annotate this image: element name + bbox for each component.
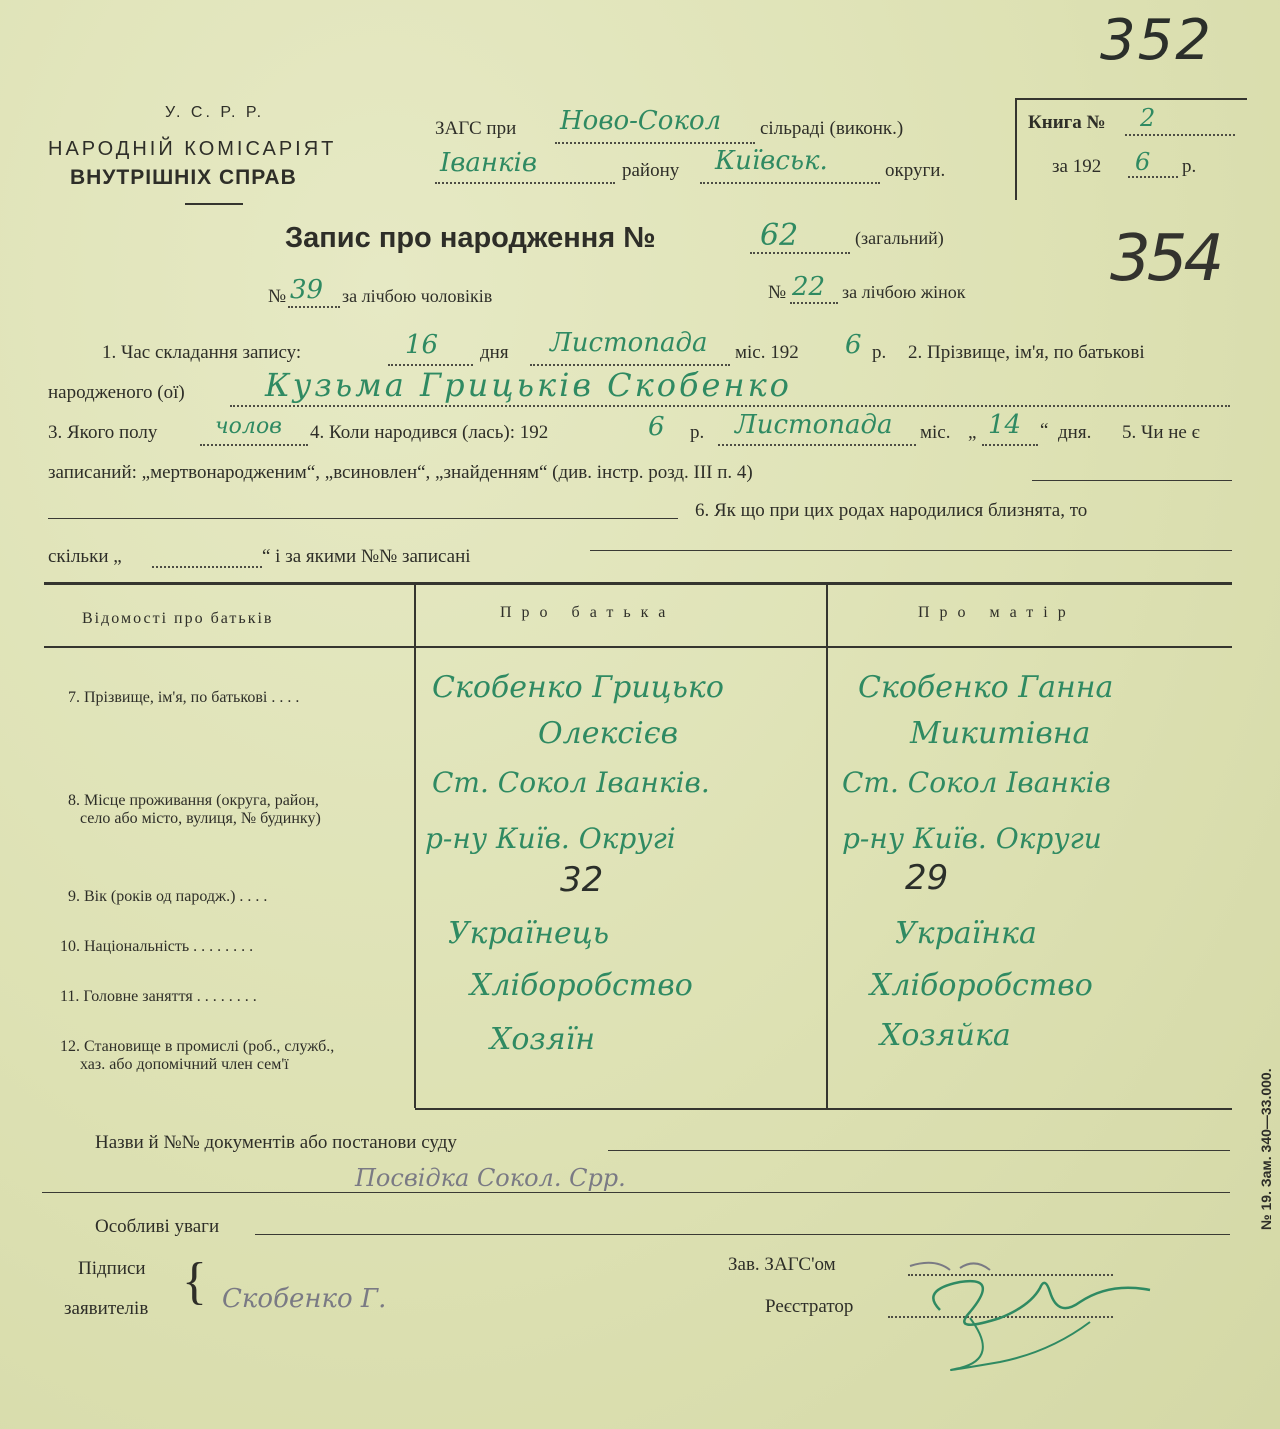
record-title: Запис про народження № <box>285 222 656 254</box>
documents-label: Назви й №№ документів або постанови суду <box>95 1132 457 1153</box>
okrug-line <box>700 182 880 184</box>
district-value: Іванків <box>440 148 538 178</box>
field1-label: 1. Час складання запису: <box>102 342 302 363</box>
registrar-label: Реєстратор <box>765 1296 854 1317</box>
field1-year-suffix: р. <box>872 342 887 363</box>
record-title-suffix: (загальний) <box>855 228 944 248</box>
female-count-value: 22 <box>792 272 826 302</box>
field1-year-digit: 6 <box>845 330 862 360</box>
field2-value-line <box>230 405 1230 407</box>
female-count-prefix: № <box>768 282 787 303</box>
book-year-suffix: р. <box>1182 156 1197 177</box>
signatures-label1: Підписи <box>78 1258 146 1279</box>
zags-suffix: сільраді (виконк.) <box>760 118 904 139</box>
head-label: Зав. ЗАГС'ом <box>728 1254 836 1275</box>
field4-month-word: міс. <box>920 422 951 443</box>
field3-label: 3. Якого полу <box>48 422 158 443</box>
field2-value: Кузьма Грицьків Скобенко <box>265 366 792 404</box>
row8-label2: село або місто, вулиця, № будинку) <box>80 810 321 827</box>
field6-label: 6. Як що при цих родах народилися близнята, то <box>695 500 1088 521</box>
row7-label: 7. Прізвище, ім'я, по батькові . . . . <box>68 689 300 706</box>
row10-mother-value: Українка <box>895 916 1037 951</box>
male-count-prefix: № <box>268 286 287 307</box>
applicant-signature: Скобенко Г. <box>222 1284 387 1314</box>
male-count-value: 39 <box>290 275 324 305</box>
documents-line <box>608 1150 1230 1151</box>
field1-day-value: 16 <box>405 330 439 360</box>
field1-month-value: Листопада <box>550 328 708 358</box>
field4-month-value: Листопада <box>735 410 893 440</box>
row7-father-value2: Олексієв <box>538 716 679 751</box>
field6-label-tail: “ і за якими №№ записані <box>262 546 471 567</box>
row12-father-value: Хозяїн <box>490 1022 595 1057</box>
row7-mother-value2: Микитівна <box>910 716 1091 751</box>
row12-label2: хаз. або допомічний член сем'ї <box>80 1056 289 1073</box>
okrug-label: округи. <box>885 160 946 181</box>
field3-value: чолов <box>215 414 282 439</box>
zags-prefix: ЗАГС при <box>435 118 517 139</box>
form-code: № 19. Зам. 340—33.000. <box>1258 1068 1274 1230</box>
row7-mother-value: Скобенко Ганна <box>858 670 1114 705</box>
republic-abbr: У. С. Р. Р. <box>165 104 265 121</box>
row12-mother-value: Хозяйка <box>880 1018 1011 1053</box>
row8-father-value: Ст. Сокол Іванків. <box>432 766 710 799</box>
notes-line <box>255 1234 1230 1235</box>
registrar-signature <box>900 1248 1160 1378</box>
field5-line2 <box>48 518 678 519</box>
field6-count-line <box>152 566 262 568</box>
female-count-label: за лічбою жінок <box>842 282 966 302</box>
field6-records-line <box>590 550 1232 551</box>
field4-label: 4. Коли народився (лась): 192 <box>310 422 549 443</box>
male-count-line <box>288 306 340 308</box>
documents-line2 <box>42 1192 1230 1193</box>
field5-label-cont: записаний: „мертвонародженим“, „всиновлен“, „знайденням“ (див. інстр. розд. III п. 4) <box>48 462 753 483</box>
zags-village-value: Ново-Сокол <box>560 106 722 136</box>
field2-label-cont: народженого (ої) <box>48 382 185 403</box>
archive-pencil-number: 354 <box>1110 222 1221 296</box>
row11-mother-value: Хліборобство <box>870 968 1093 1003</box>
book-year-line <box>1128 176 1178 178</box>
field4-month-line <box>718 444 916 446</box>
book-number-value: 2 <box>1140 104 1156 132</box>
row11-label: 11. Головне заняття . . . . . . . . <box>60 988 257 1005</box>
field1-day-word: дня <box>480 342 509 363</box>
table-col1-divider <box>414 584 416 1108</box>
table-bottom-rule <box>415 1108 1232 1110</box>
row8-father-value2: р-ну Київ. Округі <box>425 822 676 855</box>
field1-month-word: міс. 192 <box>735 342 799 363</box>
male-count-label: за лічбою чоловіків <box>342 286 493 306</box>
row8-mother-value: Ст. Сокол Іванків <box>842 766 1111 799</box>
table-top-rule <box>44 582 1232 585</box>
district-line <box>435 182 615 184</box>
field2-label: 2. Прізвище, ім'я, по батькові <box>908 342 1145 363</box>
row7-father-value: Скобенко Грицько <box>432 670 724 705</box>
notes-label: Особливі уваги <box>95 1216 220 1237</box>
book-label: Книга № <box>1028 112 1106 133</box>
row11-father-value: Хліборобство <box>470 968 693 1003</box>
district-label: району <box>622 160 680 181</box>
field4-day-close: “ <box>1040 420 1049 441</box>
row12-label: 12. Становище в промислі (роб., служб., <box>60 1038 335 1055</box>
row8-label: 8. Місце проживання (округа, район, <box>68 792 319 809</box>
book-year-digit: 6 <box>1135 148 1151 176</box>
field4-year-suffix: р. <box>690 422 705 443</box>
header-rule <box>185 203 243 205</box>
table-header-father: Про батька <box>500 604 676 621</box>
field6-label-cont: скільки „ <box>48 546 122 567</box>
commissariat-line1: НАРОДНІЙ КОМІСАРІЯТ <box>48 138 337 160</box>
row10-father-value: Українець <box>448 916 610 951</box>
field4-day-word: дня. <box>1058 422 1092 443</box>
row8-mother-value2: р-ну Київ. Округи <box>842 822 1102 855</box>
row9-father-value: 32 <box>560 860 604 900</box>
field4-day-line <box>982 444 1038 446</box>
book-year-prefix: за 192 <box>1052 156 1102 177</box>
record-number-value: 62 <box>760 218 799 253</box>
field4-day-value: 14 <box>988 410 1022 440</box>
row9-label: 9. Вік (років од пародж.) . . . . <box>68 888 268 905</box>
female-count-line <box>790 302 838 304</box>
table-col2-divider <box>826 584 828 1108</box>
field5-line <box>1032 480 1232 481</box>
field4-year-digit: 6 <box>648 412 665 442</box>
field3-line <box>200 444 308 446</box>
table-header-parents: Відомості про батьків <box>82 610 274 627</box>
archive-number-top: 352 <box>1100 8 1213 73</box>
book-number-line <box>1125 134 1235 136</box>
zags-village-line <box>555 142 755 144</box>
okrug-value: Київськ. <box>715 146 828 176</box>
table-header-mother: Про матір <box>918 604 1076 621</box>
row9-mother-value: 29 <box>905 858 949 898</box>
row10-label: 10. Національність . . . . . . . . <box>60 938 254 955</box>
commissariat-line2: ВНУТРІШНІХ СПРАВ <box>70 166 297 189</box>
signatures-label2: заявителів <box>64 1298 149 1319</box>
field5-label: 5. Чи не є <box>1122 422 1200 443</box>
field4-day-open: „ <box>968 422 977 443</box>
signatures-brace: { <box>182 1253 207 1310</box>
documents-value: Посвідка Сокол. Срр. <box>355 1164 626 1192</box>
table-header-rule <box>44 646 1232 648</box>
